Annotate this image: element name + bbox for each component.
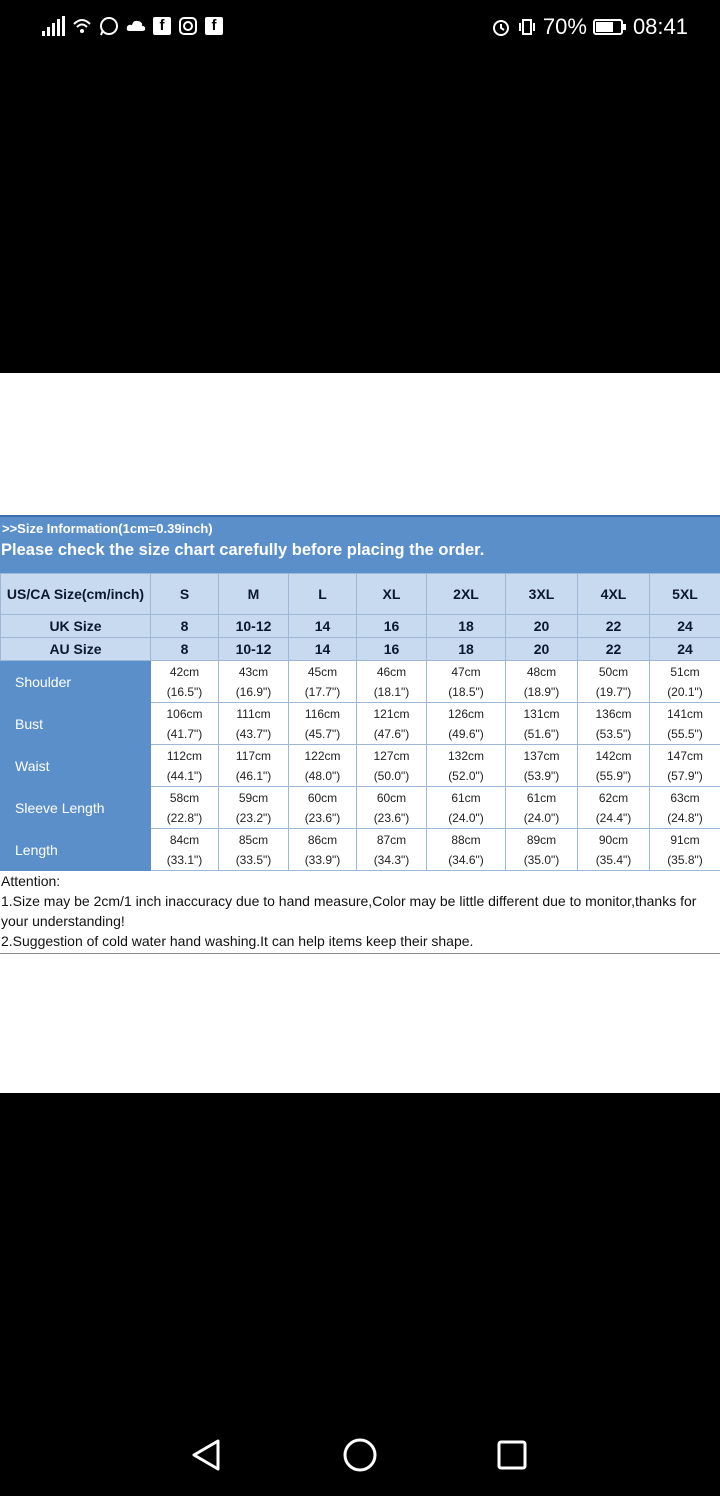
cm-value: 48cm <box>526 664 557 679</box>
cm-value: 91cm <box>670 832 700 847</box>
size-row-label: US/CA Size(cm/inch) <box>1 574 151 615</box>
cm-value: 131cm <box>523 706 560 721</box>
inch-value: (24.0") <box>448 810 484 825</box>
header-line-1: >>Size Information(1cm=0.39inch) <box>2 521 213 536</box>
inch-value: (19.7") <box>595 684 632 699</box>
inch-value: (49.6") <box>448 726 484 741</box>
instagram-icon <box>178 16 198 36</box>
measurement-cell <box>506 829 578 871</box>
cm-value: 51cm <box>670 664 700 679</box>
cm-value: 46cm <box>376 664 407 679</box>
inch-value: (51.6") <box>523 726 560 741</box>
measurement-cell <box>151 703 219 745</box>
notes-line-1: 1.Size may be 2cm/1 inch inaccuracy due to hand measure,Color may be little different due to monitor,thanks for your understanding! <box>1 893 697 929</box>
cm-value: 62cm <box>598 790 629 805</box>
measurement-label: Shoulder <box>1 661 151 703</box>
battery-percent: 70% <box>542 14 587 39</box>
cm-value: 59cm <box>238 790 269 805</box>
measurement-cell <box>289 787 357 829</box>
measurement-label: Bust <box>1 703 151 745</box>
inch-value: (53.9") <box>523 768 560 783</box>
inch-value: (24.8") <box>667 810 703 825</box>
vibrate-icon <box>517 17 537 37</box>
inch-value: (18.1") <box>373 684 410 699</box>
cm-value: 61cm <box>451 790 481 805</box>
measurement-cell <box>427 787 506 829</box>
back-icon[interactable] <box>188 1437 224 1473</box>
cm-value: 112cm <box>166 748 203 763</box>
cm-value: 142cm <box>595 748 632 763</box>
wifi-icon <box>72 16 92 36</box>
inch-value: (53.5") <box>595 726 632 741</box>
home-icon[interactable] <box>342 1437 378 1473</box>
inch-value: (48.0") <box>304 768 341 783</box>
cm-value: 47cm <box>451 664 481 679</box>
size-row <box>1 615 720 638</box>
cm-value: 137cm <box>523 748 560 763</box>
cm-value: 116cm <box>304 706 341 721</box>
size-cell: 16 <box>357 615 427 638</box>
measurement-cell <box>427 661 506 703</box>
clock: 08:41 <box>632 14 688 39</box>
measurement-cell <box>219 829 289 871</box>
cm-value: 42cm <box>169 664 200 679</box>
cm-value: 43cm <box>238 664 269 679</box>
measurement-cell <box>357 703 427 745</box>
inch-value: (34.3") <box>373 852 410 867</box>
cm-value: 50cm <box>598 664 629 679</box>
measurement-row <box>1 661 720 703</box>
measurement-cell <box>219 703 289 745</box>
cm-value: 63cm <box>670 790 700 805</box>
inch-value: (24.0") <box>523 810 560 825</box>
size-cell: 24 <box>650 638 720 661</box>
measurement-cell <box>357 787 427 829</box>
cm-value: 45cm <box>307 664 338 679</box>
alarm-icon <box>491 17 511 37</box>
inch-value: (18.9") <box>523 684 560 699</box>
cm-value: 86cm <box>307 832 338 847</box>
size-cell: 18 <box>427 615 506 638</box>
status-left-icons <box>42 16 223 36</box>
cm-value: 106cm <box>166 706 203 721</box>
cm-value: 122cm <box>304 748 341 763</box>
inch-value: (23.6") <box>304 810 341 825</box>
measurement-cell <box>578 787 650 829</box>
cm-value: 89cm <box>526 832 557 847</box>
cm-value: 87cm <box>376 832 407 847</box>
measurement-cell <box>357 829 427 871</box>
size-cell: 5XL <box>650 574 720 615</box>
measurement-cell <box>427 745 506 787</box>
battery-icon <box>593 19 623 35</box>
inch-value: (33.5") <box>235 852 272 867</box>
size-table <box>0 573 720 871</box>
inch-value: (24.4") <box>595 810 632 825</box>
measurement-cell <box>578 661 650 703</box>
inch-value: (46.1") <box>235 768 272 783</box>
inch-value: (23.2") <box>235 810 272 825</box>
size-row-label: UK Size <box>1 615 151 638</box>
measurement-cell <box>357 661 427 703</box>
cm-value: 147cm <box>666 748 704 763</box>
measurement-cell <box>506 661 578 703</box>
inch-value: (57.9") <box>667 768 703 783</box>
inch-value: (35.4") <box>595 852 632 867</box>
inch-value: (17.7") <box>304 684 341 699</box>
cm-value: 60cm <box>376 790 407 805</box>
size-cell: 22 <box>578 638 650 661</box>
measurement-cell <box>506 703 578 745</box>
size-row <box>1 638 720 661</box>
cm-value: 132cm <box>447 748 485 763</box>
measurement-cell <box>427 829 506 871</box>
attention-notes <box>0 871 720 954</box>
measurement-cell <box>650 787 720 829</box>
measurement-cell <box>650 703 720 745</box>
measurement-cell <box>357 745 427 787</box>
measurement-row <box>1 787 720 829</box>
inch-value: (16.5") <box>166 684 203 699</box>
cm-value: 61cm <box>526 790 557 805</box>
inch-value: (35.0") <box>523 852 560 867</box>
measurement-cell <box>151 745 219 787</box>
measurement-cell <box>289 829 357 871</box>
size-cell: 10-12 <box>219 638 289 661</box>
measurement-cell <box>650 661 720 703</box>
size-cell: 3XL <box>506 574 578 615</box>
cm-value: 127cm <box>373 748 410 763</box>
size-cell: 4XL <box>578 574 650 615</box>
size-cell: 8 <box>151 638 219 661</box>
size-cell: 8 <box>151 615 219 638</box>
measurement-cell <box>289 661 357 703</box>
measurement-cell <box>427 703 506 745</box>
recents-icon[interactable] <box>494 1437 530 1473</box>
size-cell: L <box>289 574 357 615</box>
inch-value: (23.6") <box>373 810 410 825</box>
inch-value: (18.5") <box>448 684 484 699</box>
measurement-cell <box>650 829 720 871</box>
facebook-icon: f <box>205 17 223 35</box>
size-chart-image[interactable] <box>0 373 720 1093</box>
inch-value: (20.1") <box>667 684 703 699</box>
inch-value: (33.9") <box>304 852 341 867</box>
signal-icon <box>42 16 65 36</box>
cm-value: 121cm <box>373 706 410 721</box>
size-cell: 14 <box>289 615 357 638</box>
measurement-cell <box>650 745 720 787</box>
size-cell: 2XL <box>427 574 506 615</box>
inch-value: (35.8") <box>667 852 703 867</box>
measurement-row <box>1 745 720 787</box>
measurement-row <box>1 703 720 745</box>
cm-value: 84cm <box>169 832 200 847</box>
header-line-2: Please check the size chart carefully before placing the order. <box>1 541 485 559</box>
measurement-label: Sleeve Length <box>1 787 151 829</box>
size-cell: 20 <box>506 638 578 661</box>
cm-value: 60cm <box>307 790 338 805</box>
measurement-cell <box>289 703 357 745</box>
status-right-icons <box>491 14 688 40</box>
measurement-label: Waist <box>1 745 151 787</box>
measurement-cell <box>289 745 357 787</box>
measurement-cell <box>506 745 578 787</box>
measurement-cell <box>578 829 650 871</box>
inch-value: (33.1") <box>166 852 203 867</box>
inch-value: (55.5") <box>667 726 703 741</box>
measurement-row <box>1 829 720 871</box>
cm-value: 136cm <box>595 706 632 721</box>
size-cell: XL <box>357 574 427 615</box>
inch-value: (50.0") <box>373 768 410 783</box>
measurement-cell <box>506 787 578 829</box>
cm-value: 141cm <box>666 706 704 721</box>
size-row <box>1 574 720 615</box>
inch-value: (44.1") <box>166 768 203 783</box>
inch-value: (47.6") <box>373 726 410 741</box>
facebook-icon: f <box>153 17 171 35</box>
measurement-cell <box>578 703 650 745</box>
inch-value: (52.0") <box>448 768 484 783</box>
measurement-cell <box>219 787 289 829</box>
cm-value: 58cm <box>169 790 200 805</box>
size-cell: 20 <box>506 615 578 638</box>
measurement-cell <box>151 661 219 703</box>
status-bar <box>0 0 720 56</box>
inch-value: (45.7") <box>304 726 341 741</box>
size-cell: 24 <box>650 615 720 638</box>
cloud-icon <box>126 16 146 36</box>
cm-value: 111cm <box>236 706 271 721</box>
whatsapp-icon <box>99 16 119 36</box>
size-cell: S <box>151 574 219 615</box>
inch-value: (22.8") <box>166 810 203 825</box>
notes-title: Attention: <box>1 873 61 889</box>
inch-value: (34.6") <box>448 852 484 867</box>
cm-value: 90cm <box>598 832 629 847</box>
cm-value: 88cm <box>451 832 481 847</box>
measurement-cell <box>219 745 289 787</box>
navigation-bar <box>0 1410 720 1496</box>
size-cell: M <box>219 574 289 615</box>
measurement-cell <box>578 745 650 787</box>
inch-value: (16.9") <box>235 684 272 699</box>
inch-value: (43.7") <box>235 726 272 741</box>
size-cell: 14 <box>289 638 357 661</box>
cm-value: 126cm <box>447 706 485 721</box>
measurement-cell <box>151 787 219 829</box>
notes-line-2: 2.Suggestion of cold water hand washing.It can help items keep their shape. <box>1 933 474 949</box>
size-cell: 16 <box>357 638 427 661</box>
size-row-label: AU Size <box>1 638 151 661</box>
measurement-label: Length <box>1 829 151 871</box>
measurement-cell <box>219 661 289 703</box>
inch-value: (41.7") <box>166 726 203 741</box>
size-cell: 22 <box>578 615 650 638</box>
chart-header <box>0 515 720 573</box>
size-cell: 18 <box>427 638 506 661</box>
size-cell: 10-12 <box>219 615 289 638</box>
cm-value: 117cm <box>235 748 272 763</box>
cm-value: 85cm <box>238 832 269 847</box>
size-chart <box>0 515 720 954</box>
measurement-cell <box>151 829 219 871</box>
inch-value: (55.9") <box>595 768 632 783</box>
